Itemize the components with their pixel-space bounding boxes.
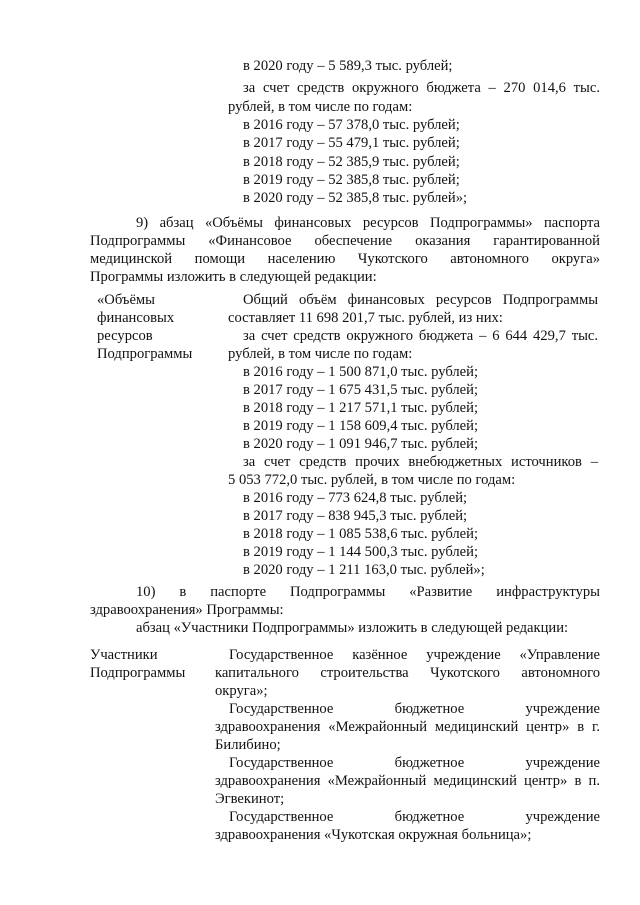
paragraph-line: медицинской помощи населению Чукотского автономного округа» <box>90 251 600 267</box>
text-line: за счет средств окружного бюджета – 270 014,6 тыс. <box>243 80 600 96</box>
table-label: ресурсов <box>97 328 153 344</box>
text-line: рублей, в том числе по годам: <box>228 99 413 115</box>
text-line: в 2018 году – 52 385,9 тыс. рублей; <box>243 154 460 170</box>
table-cell-line: здравоохранения «Межрайонный медицинский центр» в г. <box>215 719 600 735</box>
text-line: в 2017 году – 55 479,1 тыс. рублей; <box>243 135 460 151</box>
table-cell-line: Билибино; <box>215 737 281 753</box>
paragraph-line: Программы изложить в следующей редакции: <box>90 269 377 285</box>
table-cell-line: в 2019 году – 1 158 609,4 тыс. рублей; <box>243 418 479 434</box>
table-cell-line: в 2019 году – 1 144 500,3 тыс. рублей; <box>243 544 479 560</box>
table-cell-line: за счет средств прочих внебюджетных источников – <box>243 454 598 470</box>
table-cell-line: 5 053 772,0 тыс. рублей, в том числе по годам: <box>228 472 516 488</box>
table-cell-line: составляет 11 698 201,7 тыс. рублей, из них: <box>228 310 503 326</box>
text-line: в 2019 году – 52 385,8 тыс. рублей; <box>243 172 460 188</box>
paragraph-line: абзац «Участники Подпрограммы» изложить в следующей редакции: <box>136 620 569 636</box>
table-cell-line: в 2017 году – 838 945,3 тыс. рублей; <box>243 508 468 524</box>
table-cell-line: Государственное бюджетное учреждение <box>229 809 600 825</box>
table-label: Подпрограммы <box>97 346 193 362</box>
table-cell-line: в 2018 году – 1 085 538,6 тыс. рублей; <box>243 526 479 542</box>
paragraph-line: 9) абзац «Объёмы финансовых ресурсов Подпрограммы» паспорта <box>136 215 600 231</box>
table-cell-line: за счет средств окружного бюджета – 6 644 429,7 тыс. <box>243 328 598 344</box>
paragraph-line: Подпрограммы «Финансовое обеспечение оказания гарантированной <box>90 233 600 249</box>
table-cell-line: Государственное бюджетное учреждение <box>229 701 600 717</box>
table-cell-line: рублей, в том числе по годам: <box>228 346 413 362</box>
table-label: «Объёмы <box>97 292 155 308</box>
table-cell-line: округа»; <box>215 683 268 699</box>
table-cell-line: в 2016 году – 773 624,8 тыс. рублей; <box>243 490 468 506</box>
table-label: Подпрограммы <box>90 665 186 681</box>
table-cell-line: в 2017 году – 1 675 431,5 тыс. рублей; <box>243 382 479 398</box>
table-cell-line: в 2016 году – 1 500 871,0 тыс. рублей; <box>243 364 479 380</box>
table-cell-line: в 2018 году – 1 217 571,1 тыс. рублей; <box>243 400 479 416</box>
table-label: Участники <box>90 647 158 663</box>
table-cell-line: в 2020 году – 1 091 946,7 тыс. рублей; <box>243 436 479 452</box>
text-line: в 2020 году – 5 589,3 тыс. рублей; <box>243 58 453 74</box>
table-cell-line: Государственное казённое учреждение «Управление <box>229 647 600 663</box>
table-cell-line: Эгвекинот; <box>215 791 285 807</box>
text-line: в 2016 году – 57 378,0 тыс. рублей; <box>243 117 460 133</box>
paragraph-line: здравоохранения» Программы: <box>90 602 284 618</box>
table-cell-line: в 2020 году – 1 211 163,0 тыс. рублей»; <box>243 562 485 578</box>
table-cell-line: Общий объём финансовых ресурсов Подпрограммы <box>243 292 598 308</box>
table-cell-line: здравоохранения «Межрайонный медицинский центр» в п. <box>215 773 600 789</box>
table-cell-line: Государственное бюджетное учреждение <box>229 755 600 771</box>
table-label: финансовых <box>97 310 175 326</box>
table-cell-line: здравоохранения «Чукотская окружная больница»; <box>215 827 532 843</box>
text-line: в 2020 году – 52 385,8 тыс. рублей»; <box>243 190 468 206</box>
paragraph-line: 10) в паспорте Подпрограммы «Развитие инфраструктуры <box>136 584 600 600</box>
table-cell-line: капитального строительства Чукотского автономного <box>215 665 600 681</box>
